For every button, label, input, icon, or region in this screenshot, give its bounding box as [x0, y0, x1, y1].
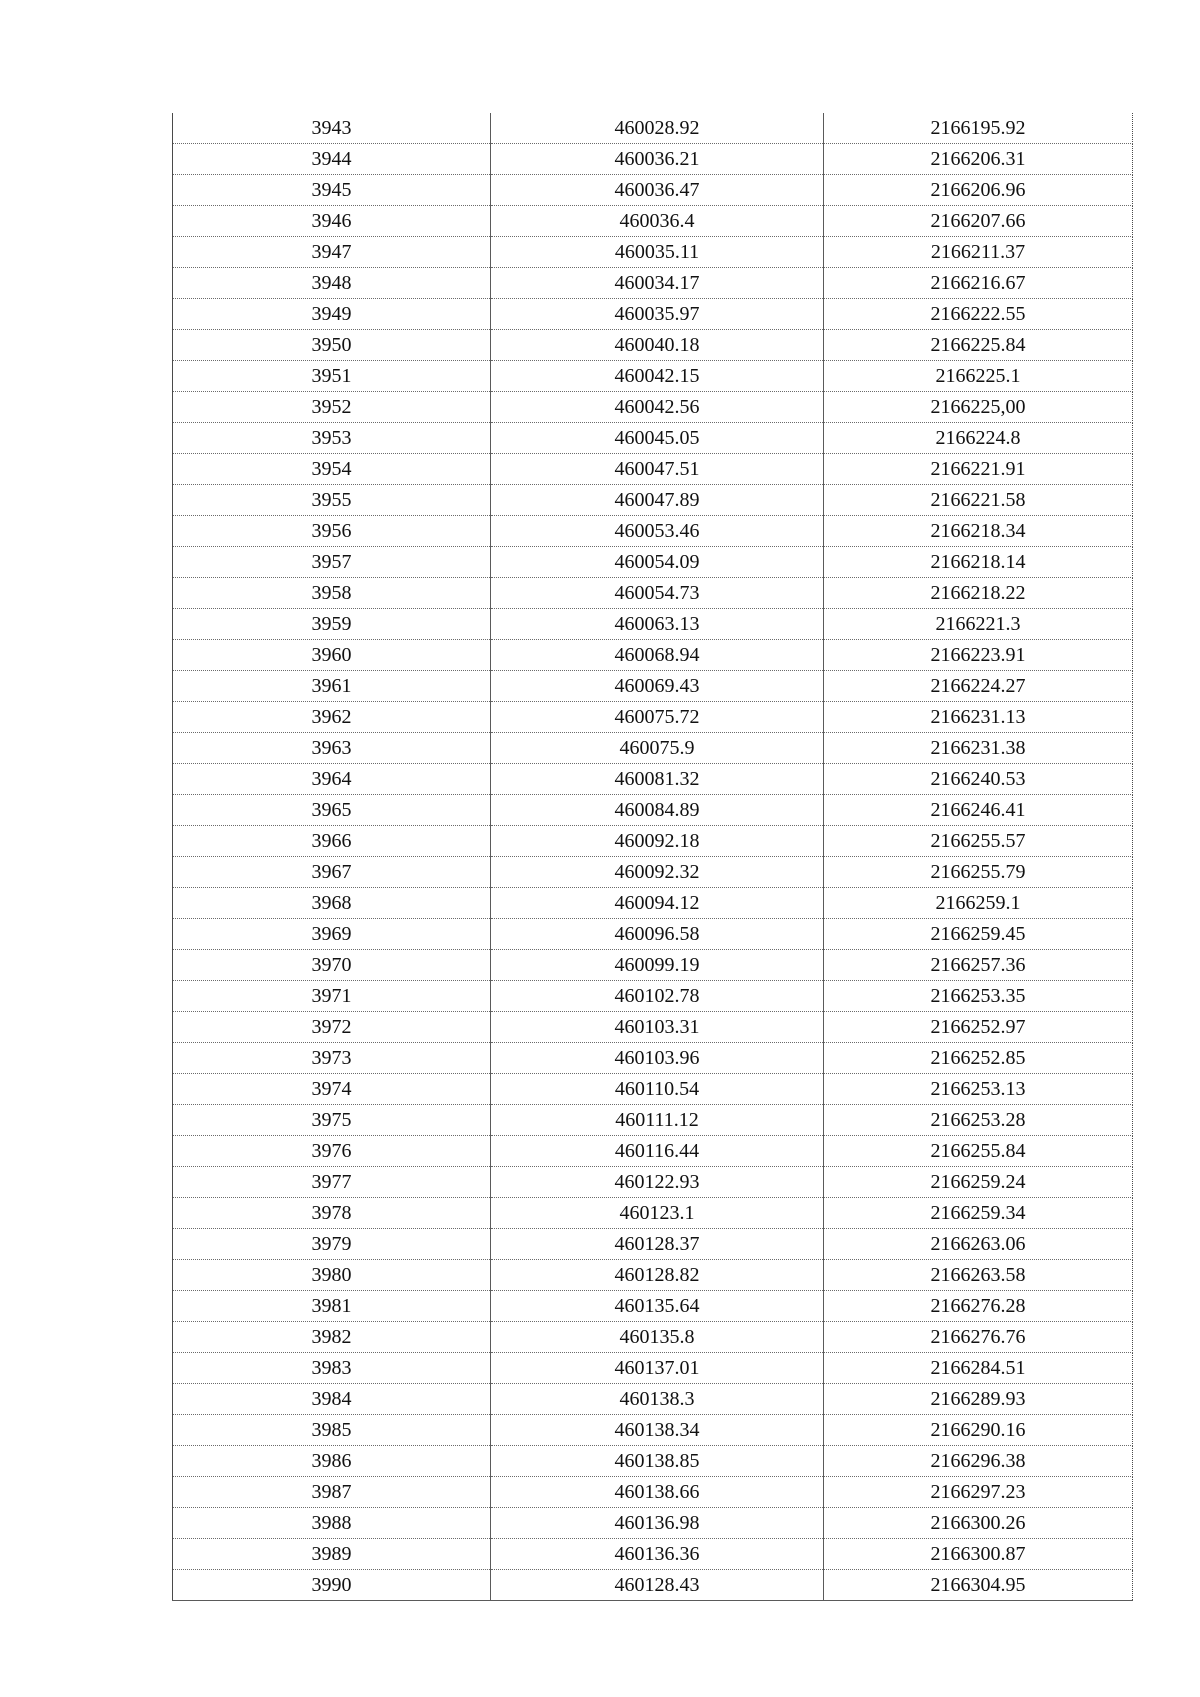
y-coordinate-cell: 2166206.96: [824, 175, 1133, 206]
y-coordinate-cell: 2166263.06: [824, 1229, 1133, 1260]
y-coordinate-cell: 2166225,00: [824, 392, 1133, 423]
x-coordinate-cell: 460084.89: [491, 795, 824, 826]
y-coordinate-cell: 2166304.95: [824, 1570, 1133, 1601]
x-coordinate-cell: 460138.34: [491, 1415, 824, 1446]
x-coordinate-cell: 460075.9: [491, 733, 824, 764]
point-number-cell: 3976: [173, 1136, 491, 1167]
point-number-cell: 3963: [173, 733, 491, 764]
x-coordinate-cell: 460092.32: [491, 857, 824, 888]
point-number-cell: 3967: [173, 857, 491, 888]
table-row: [173, 1012, 1133, 1043]
y-coordinate-cell: 2166218.34: [824, 516, 1133, 547]
y-coordinate-cell: 2166290.16: [824, 1415, 1133, 1446]
x-coordinate-cell: 460123.1: [491, 1198, 824, 1229]
point-number-cell: 3957: [173, 547, 491, 578]
y-coordinate-cell: 2166257.36: [824, 950, 1133, 981]
point-number-cell: 3972: [173, 1012, 491, 1043]
x-coordinate-cell: 460081.32: [491, 764, 824, 795]
table-row: [173, 640, 1133, 671]
table-row: [173, 671, 1133, 702]
point-number-cell: 3981: [173, 1291, 491, 1322]
point-number-cell: 3956: [173, 516, 491, 547]
y-coordinate-cell: 2166259.1: [824, 888, 1133, 919]
y-coordinate-cell: 2166206.31: [824, 144, 1133, 175]
point-number-cell: 3944: [173, 144, 491, 175]
point-number-cell: 3969: [173, 919, 491, 950]
point-number-cell: 3965: [173, 795, 491, 826]
x-coordinate-cell: 460042.56: [491, 392, 824, 423]
y-coordinate-cell: 2166195.92: [824, 113, 1133, 144]
x-coordinate-cell: 460102.78: [491, 981, 824, 1012]
x-coordinate-cell: 460094.12: [491, 888, 824, 919]
point-number-cell: 3958: [173, 578, 491, 609]
x-coordinate-cell: 460138.85: [491, 1446, 824, 1477]
table-row: [173, 454, 1133, 485]
y-coordinate-cell: 2166221.3: [824, 609, 1133, 640]
point-number-cell: 3947: [173, 237, 491, 268]
point-number-cell: 3990: [173, 1570, 491, 1601]
x-coordinate-cell: 460042.15: [491, 361, 824, 392]
point-number-cell: 3971: [173, 981, 491, 1012]
table-row: [173, 919, 1133, 950]
point-number-cell: 3968: [173, 888, 491, 919]
table-row: [173, 578, 1133, 609]
coordinates-table-body: [173, 113, 1133, 1601]
table-row: [173, 1477, 1133, 1508]
y-coordinate-cell: 2166221.91: [824, 454, 1133, 485]
table-row: [173, 423, 1133, 454]
table-row: [173, 144, 1133, 175]
x-coordinate-cell: 460122.93: [491, 1167, 824, 1198]
x-coordinate-cell: 460103.31: [491, 1012, 824, 1043]
table-row: [173, 547, 1133, 578]
x-coordinate-cell: 460136.36: [491, 1539, 824, 1570]
table-row: [173, 1508, 1133, 1539]
point-number-cell: 3951: [173, 361, 491, 392]
y-coordinate-cell: 2166211.37: [824, 237, 1133, 268]
y-coordinate-cell: 2166222.55: [824, 299, 1133, 330]
point-number-cell: 3948: [173, 268, 491, 299]
x-coordinate-cell: 460035.97: [491, 299, 824, 330]
table-row: [173, 1074, 1133, 1105]
point-number-cell: 3962: [173, 702, 491, 733]
table-row: [173, 1353, 1133, 1384]
y-coordinate-cell: 2166231.38: [824, 733, 1133, 764]
x-coordinate-cell: 460053.46: [491, 516, 824, 547]
point-number-cell: 3987: [173, 1477, 491, 1508]
x-coordinate-cell: 460034.17: [491, 268, 824, 299]
y-coordinate-cell: 2166224.8: [824, 423, 1133, 454]
table-row: [173, 361, 1133, 392]
table-row: [173, 1539, 1133, 1570]
point-number-cell: 3975: [173, 1105, 491, 1136]
point-number-cell: 3961: [173, 671, 491, 702]
x-coordinate-cell: 460047.51: [491, 454, 824, 485]
table-row: [173, 888, 1133, 919]
point-number-cell: 3982: [173, 1322, 491, 1353]
table-row: [173, 981, 1133, 1012]
x-coordinate-cell: 460075.72: [491, 702, 824, 733]
table-row: [173, 1415, 1133, 1446]
y-coordinate-cell: 2166263.58: [824, 1260, 1133, 1291]
point-number-cell: 3959: [173, 609, 491, 640]
y-coordinate-cell: 2166221.58: [824, 485, 1133, 516]
table-row: [173, 1167, 1133, 1198]
x-coordinate-cell: 460103.96: [491, 1043, 824, 1074]
x-coordinate-cell: 460040.18: [491, 330, 824, 361]
table-row: [173, 175, 1133, 206]
x-coordinate-cell: 460110.54: [491, 1074, 824, 1105]
x-coordinate-cell: 460092.18: [491, 826, 824, 857]
y-coordinate-cell: 2166284.51: [824, 1353, 1133, 1384]
table-row: [173, 1136, 1133, 1167]
table-row: [173, 1570, 1133, 1601]
y-coordinate-cell: 2166225.1: [824, 361, 1133, 392]
point-number-cell: 3983: [173, 1353, 491, 1384]
x-coordinate-cell: 460128.82: [491, 1260, 824, 1291]
point-number-cell: 3950: [173, 330, 491, 361]
y-coordinate-cell: 2166259.34: [824, 1198, 1133, 1229]
point-number-cell: 3954: [173, 454, 491, 485]
x-coordinate-cell: 460096.58: [491, 919, 824, 950]
table-row: [173, 1198, 1133, 1229]
x-coordinate-cell: 460116.44: [491, 1136, 824, 1167]
x-coordinate-cell: 460068.94: [491, 640, 824, 671]
point-number-cell: 3943: [173, 113, 491, 144]
y-coordinate-cell: 2166240.53: [824, 764, 1133, 795]
y-coordinate-cell: 2166224.27: [824, 671, 1133, 702]
table-row: [173, 330, 1133, 361]
x-coordinate-cell: 460135.64: [491, 1291, 824, 1322]
point-number-cell: 3977: [173, 1167, 491, 1198]
y-coordinate-cell: 2166276.76: [824, 1322, 1133, 1353]
x-coordinate-cell: 460036.21: [491, 144, 824, 175]
table-row: [173, 609, 1133, 640]
x-coordinate-cell: 460045.05: [491, 423, 824, 454]
y-coordinate-cell: 2166255.79: [824, 857, 1133, 888]
point-number-cell: 3980: [173, 1260, 491, 1291]
y-coordinate-cell: 2166252.97: [824, 1012, 1133, 1043]
y-coordinate-cell: 2166218.22: [824, 578, 1133, 609]
point-number-cell: 3984: [173, 1384, 491, 1415]
y-coordinate-cell: 2166255.57: [824, 826, 1133, 857]
x-coordinate-cell: 460054.73: [491, 578, 824, 609]
point-number-cell: 3974: [173, 1074, 491, 1105]
y-coordinate-cell: 2166246.41: [824, 795, 1133, 826]
table-row: [173, 826, 1133, 857]
x-coordinate-cell: 460047.89: [491, 485, 824, 516]
table-row: [173, 516, 1133, 547]
table-row: [173, 1105, 1133, 1136]
y-coordinate-cell: 2166300.26: [824, 1508, 1133, 1539]
point-number-cell: 3964: [173, 764, 491, 795]
table-row: [173, 299, 1133, 330]
x-coordinate-cell: 460069.43: [491, 671, 824, 702]
table-row: [173, 268, 1133, 299]
y-coordinate-cell: 2166223.91: [824, 640, 1133, 671]
point-number-cell: 3989: [173, 1539, 491, 1570]
x-coordinate-cell: 460137.01: [491, 1353, 824, 1384]
x-coordinate-cell: 460036.4: [491, 206, 824, 237]
table-row: [173, 485, 1133, 516]
table-row: [173, 733, 1133, 764]
y-coordinate-cell: 2166296.38: [824, 1446, 1133, 1477]
table-row: [173, 950, 1133, 981]
y-coordinate-cell: 2166253.28: [824, 1105, 1133, 1136]
point-number-cell: 3953: [173, 423, 491, 454]
y-coordinate-cell: 2166218.14: [824, 547, 1133, 578]
x-coordinate-cell: 460135.8: [491, 1322, 824, 1353]
y-coordinate-cell: 2166259.24: [824, 1167, 1133, 1198]
x-coordinate-cell: 460036.47: [491, 175, 824, 206]
table-row: [173, 1322, 1133, 1353]
y-coordinate-cell: 2166253.35: [824, 981, 1133, 1012]
table-row: [173, 795, 1133, 826]
table-row: [173, 392, 1133, 423]
point-number-cell: 3949: [173, 299, 491, 330]
point-number-cell: 3978: [173, 1198, 491, 1229]
y-coordinate-cell: 2166231.13: [824, 702, 1133, 733]
table-row: [173, 1291, 1133, 1322]
table-row: [173, 1229, 1133, 1260]
y-coordinate-cell: 2166259.45: [824, 919, 1133, 950]
point-number-cell: 3986: [173, 1446, 491, 1477]
x-coordinate-cell: 460138.66: [491, 1477, 824, 1508]
x-coordinate-cell: 460111.12: [491, 1105, 824, 1136]
y-coordinate-cell: 2166225.84: [824, 330, 1133, 361]
x-coordinate-cell: 460028.92: [491, 113, 824, 144]
point-number-cell: 3979: [173, 1229, 491, 1260]
table-row: [173, 206, 1133, 237]
table-row: [173, 1384, 1133, 1415]
table-row: [173, 1260, 1133, 1291]
y-coordinate-cell: 2166289.93: [824, 1384, 1133, 1415]
y-coordinate-cell: 2166297.23: [824, 1477, 1133, 1508]
y-coordinate-cell: 2166276.28: [824, 1291, 1133, 1322]
table-row: [173, 857, 1133, 888]
y-coordinate-cell: 2166216.67: [824, 268, 1133, 299]
x-coordinate-cell: 460128.37: [491, 1229, 824, 1260]
table-row: [173, 1043, 1133, 1074]
x-coordinate-cell: 460136.98: [491, 1508, 824, 1539]
table-row: [173, 237, 1133, 268]
x-coordinate-cell: 460054.09: [491, 547, 824, 578]
coordinates-table: [172, 113, 1133, 1601]
y-coordinate-cell: 2166255.84: [824, 1136, 1133, 1167]
x-coordinate-cell: 460138.3: [491, 1384, 824, 1415]
y-coordinate-cell: 2166207.66: [824, 206, 1133, 237]
table-row: [173, 702, 1133, 733]
point-number-cell: 3945: [173, 175, 491, 206]
x-coordinate-cell: 460063.13: [491, 609, 824, 640]
point-number-cell: 3973: [173, 1043, 491, 1074]
x-coordinate-cell: 460035.11: [491, 237, 824, 268]
point-number-cell: 3966: [173, 826, 491, 857]
y-coordinate-cell: 2166300.87: [824, 1539, 1133, 1570]
point-number-cell: 3970: [173, 950, 491, 981]
point-number-cell: 3960: [173, 640, 491, 671]
point-number-cell: 3952: [173, 392, 491, 423]
table-row: [173, 764, 1133, 795]
point-number-cell: 3988: [173, 1508, 491, 1539]
y-coordinate-cell: 2166253.13: [824, 1074, 1133, 1105]
point-number-cell: 3985: [173, 1415, 491, 1446]
y-coordinate-cell: 2166252.85: [824, 1043, 1133, 1074]
x-coordinate-cell: 460099.19: [491, 950, 824, 981]
x-coordinate-cell: 460128.43: [491, 1570, 824, 1601]
point-number-cell: 3946: [173, 206, 491, 237]
table-row: [173, 113, 1133, 144]
table-row: [173, 1446, 1133, 1477]
point-number-cell: 3955: [173, 485, 491, 516]
